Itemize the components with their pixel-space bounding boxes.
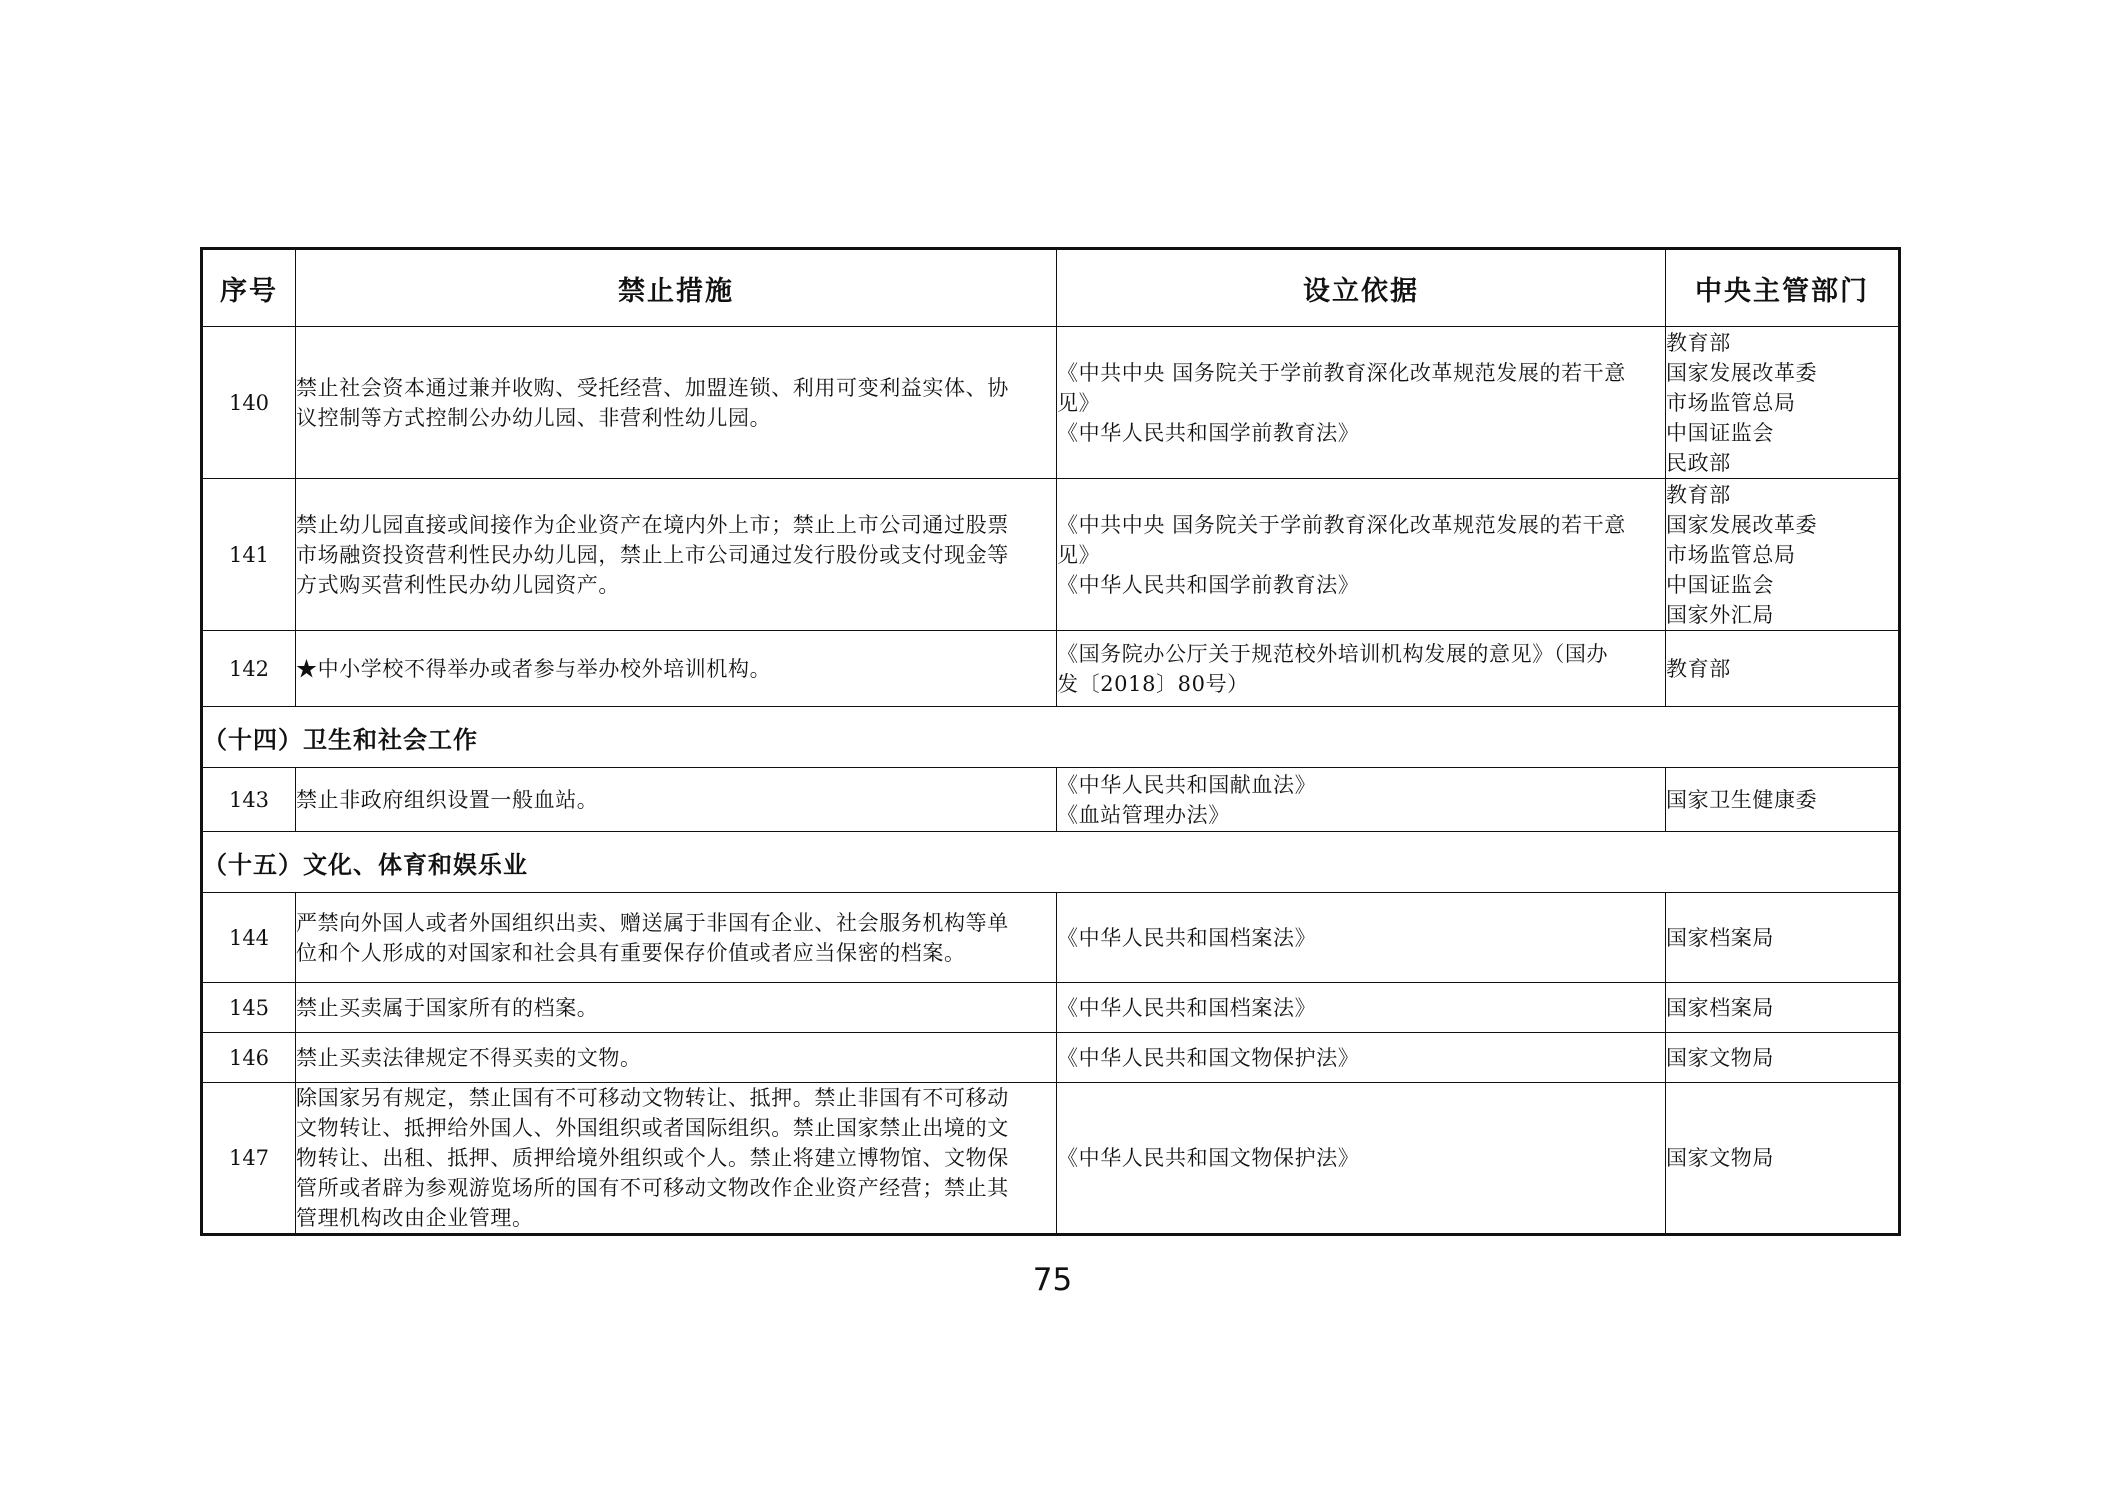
prohibition-table — [200, 247, 1901, 1236]
measure-cell — [296, 631, 1057, 707]
department-cell — [1666, 631, 1900, 707]
measure-line: 禁止幼儿园直接或间接作为企业资产在境内外上市；禁止上市公司通过股票 — [296, 512, 1009, 537]
department-line: 国家外汇局 — [1666, 602, 1774, 627]
section-row — [202, 832, 1900, 893]
basis-line: 《血站管理办法》 — [1057, 802, 1230, 827]
basis-cell — [1057, 768, 1666, 832]
basis-line: 《中华人民共和国档案法》 — [1057, 925, 1317, 950]
page-number: 75 — [1032, 1262, 1073, 1298]
department-line: 中国证监会 — [1666, 420, 1774, 445]
measure-line: 物转让、出租、抵押、质押给境外组织或个人。禁止将建立博物馆、文物保 — [296, 1146, 1009, 1170]
section-title: （十五）文化、体育和娱乐业 — [202, 832, 1900, 893]
serial-number-cell: 143 — [202, 768, 296, 832]
department-cell — [1666, 1083, 1900, 1235]
department-cell — [1666, 1033, 1900, 1083]
header-legal-basis: 设立依据 — [1057, 249, 1666, 327]
header-central-department: 中央主管部门 — [1666, 249, 1900, 327]
department-cell — [1666, 983, 1900, 1033]
measure-cell — [296, 479, 1057, 631]
measure-line: 禁止买卖法律规定不得买卖的文物。 — [296, 1045, 642, 1070]
measure-line: 禁止社会资本通过兼并收购、受托经营、加盟连锁、利用可变利益实体、协 — [296, 375, 1009, 400]
serial-number-cell: 141 — [202, 479, 296, 631]
measure-cell — [296, 327, 1057, 479]
measure-line: 严禁向外国人或者外国组织出卖、赠送属于非国有企业、社会服务机构等单 — [296, 910, 1009, 935]
basis-line: 《中华人民共和国学前教育法》 — [1057, 572, 1360, 597]
department-cell — [1666, 327, 1900, 479]
serial-number-cell: 142 — [202, 631, 296, 707]
table-body — [202, 327, 1900, 1235]
table-row — [202, 768, 1900, 832]
basis-line: 《中华人民共和国档案法》 — [1057, 995, 1317, 1020]
table-row — [202, 327, 1900, 479]
table-row — [202, 1033, 1900, 1083]
basis-line: 发〔2018〕80号） — [1057, 671, 1249, 696]
serial-number-cell: 146 — [202, 1033, 296, 1083]
measure-line: 市场融资投资营利性民办幼儿园，禁止上市公司通过发行股份或支付现金等 — [296, 542, 1009, 567]
department-line: 国家发展改革委 — [1666, 360, 1818, 385]
measure-cell — [296, 1083, 1057, 1235]
serial-number-cell: 144 — [202, 893, 296, 983]
department-cell — [1666, 893, 1900, 983]
basis-cell — [1057, 631, 1666, 707]
basis-line: 《中共中央 国务院关于学前教育深化改革规范发展的若干意 — [1057, 512, 1626, 537]
department-cell — [1666, 479, 1900, 631]
department-line: 市场监管总局 — [1666, 390, 1796, 415]
measure-line: 除国家另有规定，禁止国有不可移动文物转让、抵押。禁止非国有不可移动 — [296, 1086, 1009, 1110]
header-serial-number: 序号 — [202, 249, 296, 327]
table-row — [202, 631, 1900, 707]
header-prohibition-measure: 禁止措施 — [296, 249, 1057, 327]
department-line: 中国证监会 — [1666, 572, 1774, 597]
department-line: 国家档案局 — [1666, 925, 1774, 950]
basis-cell — [1057, 1033, 1666, 1083]
measure-line: 禁止非政府组织设置一般血站。 — [296, 787, 599, 812]
basis-line: 《中华人民共和国学前教育法》 — [1057, 420, 1360, 445]
measure-line: ★中小学校不得举办或者参与举办校外培训机构。 — [296, 656, 772, 681]
department-line: 教育部 — [1666, 482, 1731, 507]
measure-line: 文物转让、抵押给外国人、外国组织或者国际组织。禁止国家禁止出境的文 — [296, 1116, 1009, 1140]
measure-line: 管理机构改由企业管理。 — [296, 1206, 534, 1230]
basis-cell — [1057, 893, 1666, 983]
basis-line: 见》 — [1057, 542, 1101, 567]
measure-line: 管所或者辟为参观游览场所的国有不可移动文物改作企业资产经营；禁止其 — [296, 1176, 1009, 1200]
department-cell — [1666, 768, 1900, 832]
basis-line: 《中华人民共和国献血法》 — [1057, 772, 1317, 797]
measure-line: 议控制等方式控制公办幼儿园、非营利性幼儿园。 — [296, 405, 772, 430]
table-row — [202, 1083, 1900, 1235]
measure-cell — [296, 893, 1057, 983]
table-header-row — [202, 249, 1900, 327]
basis-cell — [1057, 1083, 1666, 1235]
department-line: 教育部 — [1666, 656, 1731, 681]
table-row — [202, 983, 1900, 1033]
department-line: 国家档案局 — [1666, 995, 1774, 1020]
serial-number-cell: 147 — [202, 1083, 296, 1235]
basis-line: 《中共中央 国务院关于学前教育深化改革规范发展的若干意 — [1057, 360, 1626, 385]
measure-cell — [296, 983, 1057, 1033]
basis-cell — [1057, 479, 1666, 631]
department-line: 国家文物局 — [1666, 1146, 1774, 1170]
department-line: 国家文物局 — [1666, 1045, 1774, 1070]
measure-cell — [296, 768, 1057, 832]
basis-line: 《中华人民共和国文物保护法》 — [1057, 1146, 1360, 1170]
basis-line: 见》 — [1057, 390, 1101, 415]
basis-cell — [1057, 327, 1666, 479]
measure-line: 方式购买营利性民办幼儿园资产。 — [296, 572, 620, 597]
measure-line: 禁止买卖属于国家所有的档案。 — [296, 995, 599, 1020]
table-row — [202, 893, 1900, 983]
basis-line: 《国务院办公厅关于规范校外培训机构发展的意见》（国办 — [1057, 641, 1609, 666]
basis-cell — [1057, 983, 1666, 1033]
department-line: 国家发展改革委 — [1666, 512, 1818, 537]
table-row — [202, 479, 1900, 631]
serial-number-cell: 140 — [202, 327, 296, 479]
document-sheet — [200, 247, 1898, 1236]
department-line: 教育部 — [1666, 330, 1731, 355]
section-title: （十四）卫生和社会工作 — [202, 707, 1900, 768]
department-line: 民政部 — [1666, 450, 1731, 475]
serial-number-cell: 145 — [202, 983, 296, 1033]
department-line: 市场监管总局 — [1666, 542, 1796, 567]
basis-line: 《中华人民共和国文物保护法》 — [1057, 1045, 1360, 1070]
measure-line: 位和个人形成的对国家和社会具有重要保存价值或者应当保密的档案。 — [296, 940, 966, 965]
department-line: 国家卫生健康委 — [1666, 787, 1818, 812]
measure-cell — [296, 1033, 1057, 1083]
section-row — [202, 707, 1900, 768]
